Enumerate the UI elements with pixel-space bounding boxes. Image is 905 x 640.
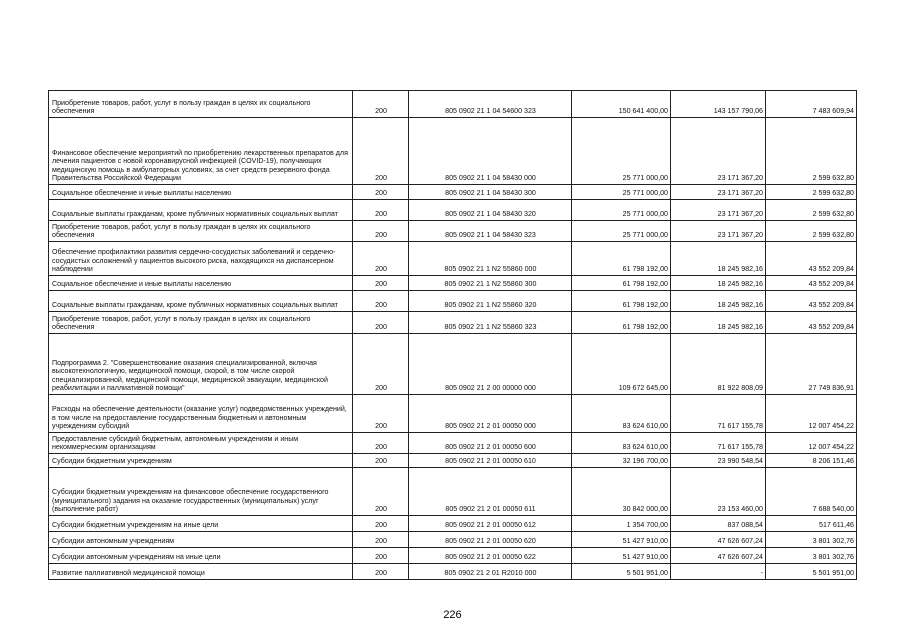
row-name: Обеспечение профилактики развития сердечно-сосудистых заболеваний и сердечно-сосудистых осложнений у пациентов высокого риска, находящихся на диспансерном наблюдении bbox=[49, 242, 353, 276]
table-body bbox=[49, 91, 857, 580]
table-row bbox=[49, 334, 857, 395]
row-name: Субсидии автономным учреждениям на иные цели bbox=[49, 548, 353, 564]
row-plan: 1 354 700,00 bbox=[572, 516, 671, 532]
row-name: Социальное обеспечение и иные выплаты населению bbox=[49, 276, 353, 291]
row-code: 805 0902 21 1 04 58430 300 bbox=[409, 185, 572, 200]
row-executed: 23 171 367,20 bbox=[671, 118, 766, 185]
row-executed: 18 245 982,16 bbox=[671, 291, 766, 312]
table-row bbox=[49, 454, 857, 468]
row-code: 805 0902 21 2 01 00050 000 bbox=[409, 395, 572, 433]
row-name: Социальное обеспечение и иные выплаты населению bbox=[49, 185, 353, 200]
table-row bbox=[49, 395, 857, 433]
table-row bbox=[49, 221, 857, 242]
row-remainder: 7 688 540,00 bbox=[766, 468, 857, 516]
row-remainder: 2 599 632,80 bbox=[766, 221, 857, 242]
row-name: Приобретение товаров, работ, услуг в пользу граждан в целях их социального обеспечения bbox=[49, 312, 353, 334]
row-status: 200 bbox=[353, 221, 409, 242]
row-plan: 25 771 000,00 bbox=[572, 118, 671, 185]
row-remainder: 43 552 209,84 bbox=[766, 312, 857, 334]
row-plan: 61 798 192,00 bbox=[572, 276, 671, 291]
row-status: 200 bbox=[353, 312, 409, 334]
row-code: 805 0902 21 2 01 00050 622 bbox=[409, 548, 572, 564]
row-name: Приобретение товаров, работ, услуг в пользу граждан в целях их социального обеспечения bbox=[49, 221, 353, 242]
table-row bbox=[49, 433, 857, 454]
row-executed: 837 088,54 bbox=[671, 516, 766, 532]
row-code: 805 0902 21 2 01 00050 610 bbox=[409, 454, 572, 468]
row-code: 805 0902 21 2 01 00050 611 bbox=[409, 468, 572, 516]
table-row bbox=[49, 185, 857, 200]
row-code: 805 0902 21 2 00 00000 000 bbox=[409, 334, 572, 395]
row-code: 805 0902 21 2 01 00050 612 bbox=[409, 516, 572, 532]
row-remainder: 8 206 151,46 bbox=[766, 454, 857, 468]
table-row bbox=[49, 468, 857, 516]
row-executed: 23 171 367,20 bbox=[671, 200, 766, 221]
row-status: 200 bbox=[353, 276, 409, 291]
row-executed: - bbox=[671, 564, 766, 580]
row-remainder: 27 749 836,91 bbox=[766, 334, 857, 395]
row-name: Субсидии бюджетным учреждениям на иные цели bbox=[49, 516, 353, 532]
row-code: 805 0902 21 1 04 58430 323 bbox=[409, 221, 572, 242]
row-plan: 32 196 700,00 bbox=[572, 454, 671, 468]
row-name: Социальные выплаты гражданам, кроме публичных нормативных социальных выплат bbox=[49, 291, 353, 312]
row-executed: 71 617 155,78 bbox=[671, 395, 766, 433]
row-status: 200 bbox=[353, 200, 409, 221]
budget-execution-table bbox=[48, 90, 857, 580]
table-row bbox=[49, 276, 857, 291]
row-executed: 81 922 808,09 bbox=[671, 334, 766, 395]
row-executed: 23 171 367,20 bbox=[671, 221, 766, 242]
row-name: Подпрограмма 2. "Совершенствование оказания специализированной, включая высокотехнологичную, медицинской помощи, скорой, в том числе скорой специализированной, медицинской помощи, медицинской эвакуации, медицинской реабилитации и паллиативной помощи" bbox=[49, 334, 353, 395]
row-remainder: 3 801 302,76 bbox=[766, 532, 857, 548]
row-remainder: 2 599 632,80 bbox=[766, 118, 857, 185]
row-plan: 61 798 192,00 bbox=[572, 291, 671, 312]
row-remainder: 5 501 951,00 bbox=[766, 564, 857, 580]
row-status: 200 bbox=[353, 118, 409, 185]
row-name: Финансовое обеспечение мероприятий по приобретению лекарственных препаратов для лечения пациентов с новой коронавирусной инфекцией (COVID-19), получающих медицинскую помощь в амбулаторных условиях, за счет средств резервного фонда Правительства Российской Федерации bbox=[49, 118, 353, 185]
row-executed: 18 245 982,16 bbox=[671, 242, 766, 276]
row-code: 805 0902 21 1 N2 55860 000 bbox=[409, 242, 572, 276]
row-executed: 23 171 367,20 bbox=[671, 185, 766, 200]
row-remainder: 517 611,46 bbox=[766, 516, 857, 532]
row-remainder: 3 801 302,76 bbox=[766, 548, 857, 564]
table-row bbox=[49, 548, 857, 564]
row-status: 200 bbox=[353, 532, 409, 548]
row-status: 200 bbox=[353, 516, 409, 532]
row-remainder: 43 552 209,84 bbox=[766, 276, 857, 291]
row-plan: 150 641 400,00 bbox=[572, 91, 671, 118]
row-plan: 25 771 000,00 bbox=[572, 185, 671, 200]
table-row bbox=[49, 564, 857, 580]
page-number: 226 bbox=[443, 609, 462, 621]
row-remainder: 43 552 209,84 bbox=[766, 291, 857, 312]
row-plan: 61 798 192,00 bbox=[572, 312, 671, 334]
table-row bbox=[49, 200, 857, 221]
row-status: 200 bbox=[353, 395, 409, 433]
row-name: Предоставление субсидий бюджетным, автономным учреждениям и иным некоммерческим организациям bbox=[49, 433, 353, 454]
row-remainder: 12 007 454,22 bbox=[766, 395, 857, 433]
row-remainder: 43 552 209,84 bbox=[766, 242, 857, 276]
row-plan: 30 842 000,00 bbox=[572, 468, 671, 516]
row-code: 805 0902 21 1 04 58430 320 bbox=[409, 200, 572, 221]
row-executed: 18 245 982,16 bbox=[671, 276, 766, 291]
row-plan: 25 771 000,00 bbox=[572, 221, 671, 242]
row-executed: 143 157 790,06 bbox=[671, 91, 766, 118]
row-status: 200 bbox=[353, 91, 409, 118]
row-status: 200 bbox=[353, 242, 409, 276]
row-plan: 51 427 910,00 bbox=[572, 532, 671, 548]
row-plan: 61 798 192,00 bbox=[572, 242, 671, 276]
row-code: 805 0902 21 2 01 00050 620 bbox=[409, 532, 572, 548]
row-remainder: 2 599 632,80 bbox=[766, 200, 857, 221]
row-name: Приобретение товаров, работ, услуг в пользу граждан в целях их социального обеспечения bbox=[49, 91, 353, 118]
row-plan: 5 501 951,00 bbox=[572, 564, 671, 580]
row-status: 200 bbox=[353, 291, 409, 312]
row-code: 805 0902 21 2 01 R2010 000 bbox=[409, 564, 572, 580]
row-name: Субсидии бюджетным учреждениям на финансовое обеспечение государственного (муниципального) задания на оказание государственных (муниципальных) услуг (выполнение работ) bbox=[49, 468, 353, 516]
row-executed: 47 626 607,24 bbox=[671, 532, 766, 548]
table-row bbox=[49, 312, 857, 334]
row-plan: 83 624 610,00 bbox=[572, 433, 671, 454]
row-remainder: 2 599 632,80 bbox=[766, 185, 857, 200]
row-executed: 71 617 155,78 bbox=[671, 433, 766, 454]
table-row bbox=[49, 118, 857, 185]
table-row bbox=[49, 242, 857, 276]
row-name: Развитие паллиативной медицинской помощи bbox=[49, 564, 353, 580]
row-plan: 109 672 645,00 bbox=[572, 334, 671, 395]
row-status: 200 bbox=[353, 433, 409, 454]
row-status: 200 bbox=[353, 334, 409, 395]
row-code: 805 0902 21 1 N2 55860 300 bbox=[409, 276, 572, 291]
row-status: 200 bbox=[353, 185, 409, 200]
row-status: 200 bbox=[353, 564, 409, 580]
row-code: 805 0902 21 1 N2 55860 320 bbox=[409, 291, 572, 312]
row-code: 805 0902 21 1 04 58430 000 bbox=[409, 118, 572, 185]
row-name: Субсидии автономным учреждениям bbox=[49, 532, 353, 548]
row-code: 805 0902 21 2 01 00050 600 bbox=[409, 433, 572, 454]
row-plan: 25 771 000,00 bbox=[572, 200, 671, 221]
row-executed: 18 245 982,16 bbox=[671, 312, 766, 334]
row-code: 805 0902 21 1 04 54600 323 bbox=[409, 91, 572, 118]
row-name: Субсидии бюджетным учреждениям bbox=[49, 454, 353, 468]
row-plan: 51 427 910,00 bbox=[572, 548, 671, 564]
row-remainder: 12 007 454,22 bbox=[766, 433, 857, 454]
row-executed: 47 626 607,24 bbox=[671, 548, 766, 564]
table-row bbox=[49, 532, 857, 548]
row-status: 200 bbox=[353, 454, 409, 468]
table-row bbox=[49, 516, 857, 532]
table-row bbox=[49, 91, 857, 118]
row-executed: 23 153 460,00 bbox=[671, 468, 766, 516]
row-name: Социальные выплаты гражданам, кроме публичных нормативных социальных выплат bbox=[49, 200, 353, 221]
row-executed: 23 990 548,54 bbox=[671, 454, 766, 468]
row-status: 200 bbox=[353, 468, 409, 516]
row-status: 200 bbox=[353, 548, 409, 564]
row-remainder: 7 483 609,94 bbox=[766, 91, 857, 118]
table-row bbox=[49, 291, 857, 312]
row-name: Расходы на обеспечение деятельности (оказание услуг) подведомственных учреждений, в том числе на предоставление государственным бюджетным и автономным учреждениям субсидий bbox=[49, 395, 353, 433]
row-plan: 83 624 610,00 bbox=[572, 395, 671, 433]
row-code: 805 0902 21 1 N2 55860 323 bbox=[409, 312, 572, 334]
